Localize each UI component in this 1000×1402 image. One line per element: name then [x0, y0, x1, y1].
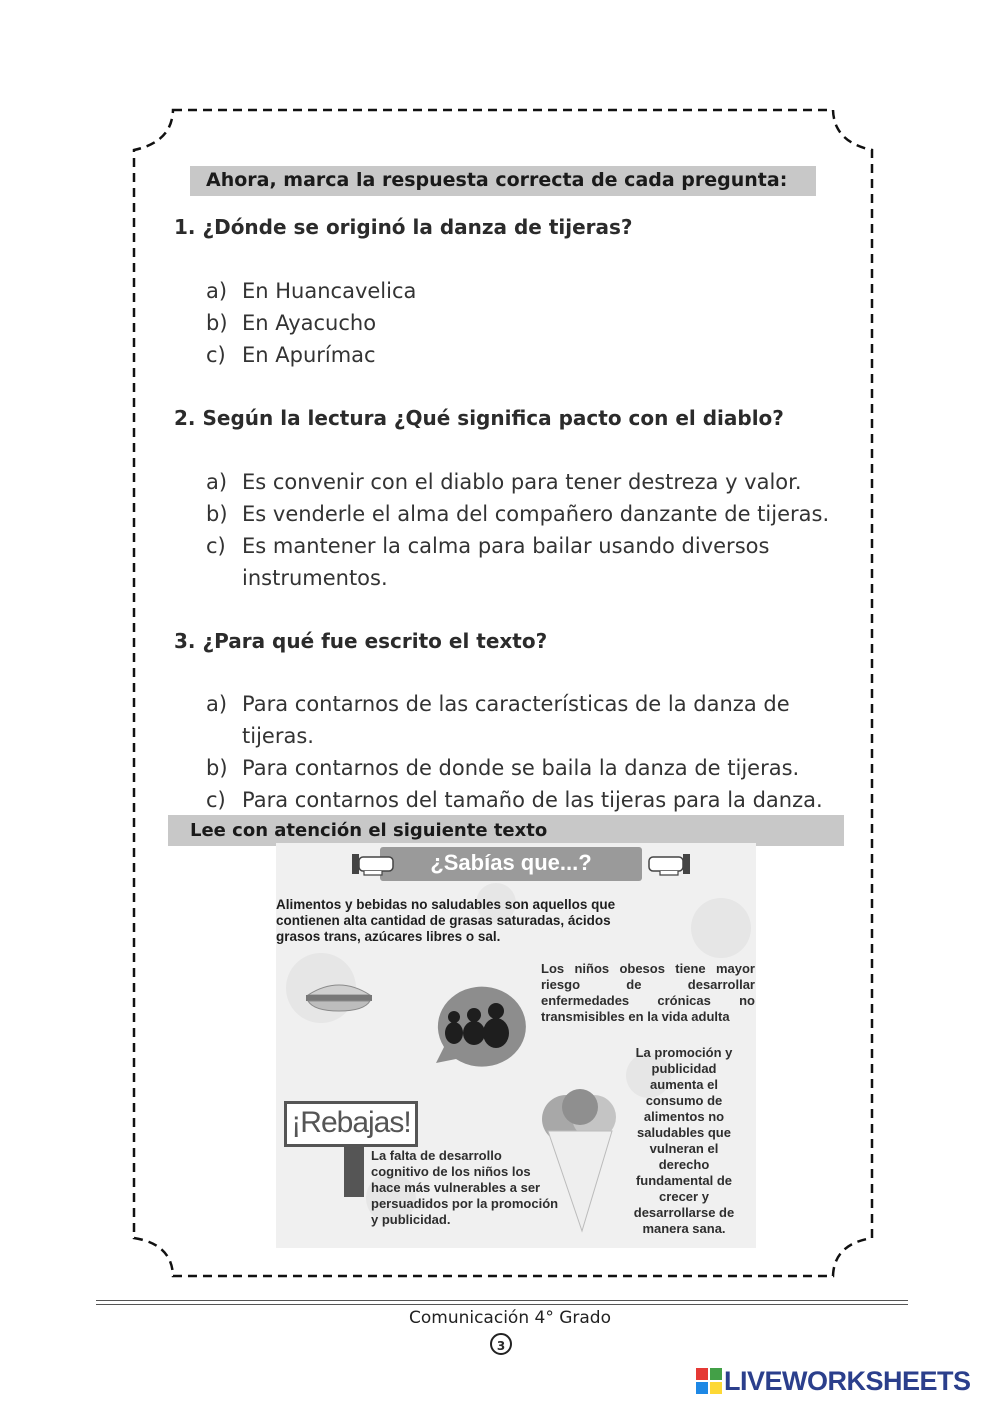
option-text: En Ayacucho [242, 311, 377, 335]
q2-option-a[interactable] [206, 466, 846, 498]
option-text: Es convenir con el diablo para tener destreza y valor. [242, 470, 802, 494]
question-text: ¿Dónde se originó la danza de tijeras? [202, 215, 633, 239]
question-number: 1. [174, 215, 196, 239]
option-letter: b) [206, 311, 228, 335]
option-letter: a) [206, 470, 228, 494]
question-1 [174, 215, 633, 239]
footer-divider [96, 1304, 908, 1305]
fact-cognitive-development: La falta de desarrollo cognitivo de los niños los hace más vulnerables a ser persuadidos por la promoción y publicidad. [371, 1148, 559, 1227]
footer-subject: Comunicación 4° Grado [408, 1308, 611, 1328]
fact-advertising: La promoción y publicidad aumenta el consumo de alimentos no saludables que vulneran el derecho fundamental de crecer y desarrollarse de manera sana. [633, 1045, 735, 1236]
option-text: Es mantener la calma para bailar usando diversos instrumentos. [242, 534, 770, 590]
q3-option-b[interactable] [206, 752, 846, 784]
option-letter: b) [206, 756, 228, 780]
option-text: Para contarnos de las características de la danza de tijeras. [242, 692, 790, 748]
instruction-banner [190, 166, 816, 196]
reading-instruction: Lee con atención el siguiente texto [190, 820, 548, 841]
fact-obese-children: Los niños obesos tiene mayor riesgo de desarrollar enfermedades crónicas no transmisibles en la vida adulta [541, 961, 755, 1024]
option-text: Para contarnos del tamaño de las tijeras para la danza. [242, 788, 823, 812]
obese-children-icon [426, 983, 526, 1073]
question-3 [174, 629, 547, 653]
question-number: 3. [174, 629, 196, 653]
infographic [276, 843, 756, 1248]
option-letter: c) [206, 788, 226, 812]
pointing-hand-left-icon [352, 851, 394, 877]
fact-unhealthy-foods: Alimentos y bebidas no saludables son aquellos que contienen alta cantidad de grasas saturadas, ácidos grasos trans, azúcares libres o sal. [276, 897, 616, 944]
bg-bubble [691, 898, 751, 958]
option-letter: a) [206, 279, 228, 303]
q1-options [206, 275, 826, 371]
instruction-text: Ahora, marca la respuesta correcta de cada pregunta: [206, 169, 788, 191]
q2-option-b[interactable] [206, 498, 846, 530]
q2-options [206, 466, 846, 594]
q3-options [206, 688, 846, 816]
q3-option-c[interactable] [206, 784, 846, 816]
liveworksheets-logo-icon [696, 1368, 722, 1396]
page-number-text: 3 [496, 1339, 506, 1353]
question-text: ¿Para qué fue escrito el texto? [202, 629, 548, 653]
reading-banner [168, 815, 844, 846]
pointing-hand-right-icon [648, 851, 690, 877]
watermark-brand: LIVEWORKSHEETS [724, 1366, 971, 1396]
question-2 [174, 406, 784, 430]
option-letter: c) [206, 343, 226, 367]
question-text: Según la lectura ¿Qué significa pacto con el diablo? [202, 406, 784, 430]
option-text: En Huancavelica [242, 279, 417, 303]
q2-option-c[interactable] [206, 530, 846, 594]
option-letter: b) [206, 502, 228, 526]
q1-option-b[interactable] [206, 307, 826, 339]
burger-icon [304, 981, 374, 1013]
page-number [490, 1333, 512, 1355]
title-bar [380, 847, 642, 881]
option-letter: c) [206, 534, 226, 558]
sign-post [344, 1147, 364, 1197]
footer-divider [96, 1300, 908, 1301]
q1-option-a[interactable] [206, 275, 826, 307]
option-text: Es venderle el alma del compañero danzante de tijeras. [242, 502, 830, 526]
q1-option-c[interactable] [206, 339, 826, 371]
sale-sign [284, 1101, 418, 1147]
q3-option-a[interactable] [206, 688, 846, 752]
option-text: Para contarnos de donde se baila la danza de tijeras. [242, 756, 800, 780]
option-text: En Apurímac [242, 343, 376, 367]
option-letter: a) [206, 692, 228, 716]
sale-sign-text: ¡Rebajas! [291, 1106, 411, 1139]
question-number: 2. [174, 406, 196, 430]
infographic-title: ¿Sabías que...? [430, 850, 592, 875]
